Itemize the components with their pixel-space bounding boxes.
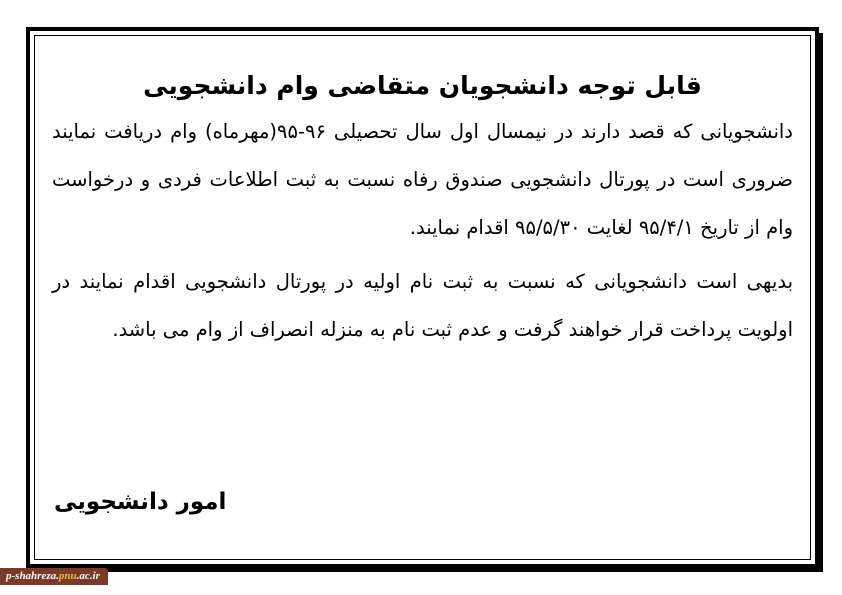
- frame-shadow-bottom: [32, 568, 823, 572]
- watermark-suffix: .ac.ir: [76, 570, 100, 582]
- notice-content: [52, 58, 793, 354]
- site-watermark: [0, 568, 108, 585]
- watermark-accent: pnu: [58, 570, 77, 582]
- watermark-prefix: p-shahreza.: [6, 570, 59, 582]
- frame-shadow-right: [819, 33, 823, 572]
- notice-title: قابل توجه دانشجویان متقاضی وام دانشجویی: [143, 71, 702, 100]
- notice-signature: امور دانشجویی: [54, 489, 227, 515]
- notice-paragraph-1: دانشجویانی که قصد دارند در نیمسال اول سال تحصیلی ۹۶-۹۵(مهرماه) وام دریافت نمایند ضروری است در پورتال دانشجویی صندوق رفاه نسبت به ثبت اطلاعات فردی و درخواست وام از تاریخ ۹۵/۴/۱ لغایت ۹۵/۵/۳۰ اقدام نمایند.: [52, 120, 793, 239]
- notice-paragraph-2: بدیهی است دانشجویانی که نسبت به ثبت نام اولیه در پورتال دانشجویی اقدام نمایند در اولویت پرداخت قرار خواهند گرفت و عدم ثبت نام به منزله انصراف از وام می باشد.: [52, 270, 793, 341]
